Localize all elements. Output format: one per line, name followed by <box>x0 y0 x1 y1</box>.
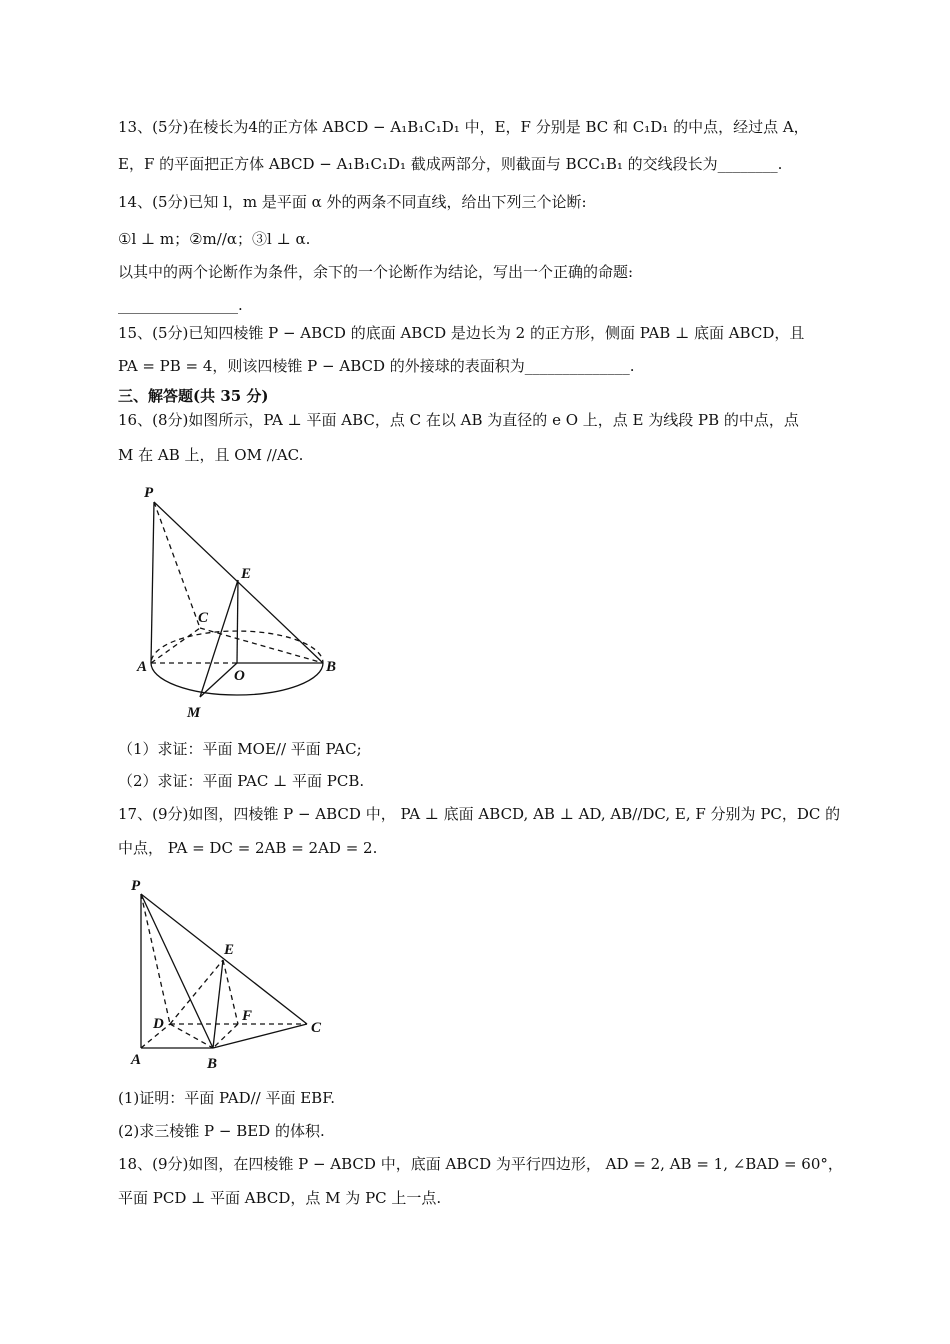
problem-14-line-1: 14、(5分)已知 l，m 是平面 α 外的两条不同直线，给出下列三个论断: <box>118 193 587 211</box>
problem-16-line-2: M 在 AB 上，且 OM //AC. <box>118 446 304 464</box>
problem-14-line-2: ①l ⊥ m；②m//α；③l ⊥ α. <box>118 230 311 248</box>
edge-db <box>170 1024 213 1048</box>
problem-17-part-2: (2)求三棱锥 P − BED 的体积. <box>118 1122 325 1140</box>
edge-pa <box>151 502 154 663</box>
label-c: C <box>311 1020 322 1036</box>
figure-16 <box>130 480 360 725</box>
problem-15-line-2: PA = PB = 4，则该四棱锥 P − ABCD 的外接球的表面积为______________. <box>118 357 635 375</box>
label-a: A <box>131 1052 142 1068</box>
edge-pc <box>141 894 307 1024</box>
figure-17 <box>125 872 335 1072</box>
label-m: M <box>187 705 201 721</box>
edge-pc <box>154 502 200 628</box>
problem-17-line-1: 17、(9分)如图，四棱锥 P − ABCD 中， PA ⊥ 底面 ABCD, AB ⊥ AD, AB//DC, E, F 分别为 PC，DC 的 <box>118 805 841 823</box>
label-a: A <box>137 659 148 675</box>
problem-17-part-1: (1)证明：平面 PAD// 平面 EBF. <box>118 1089 336 1107</box>
edge-ac <box>151 628 200 663</box>
label-d: D <box>153 1016 164 1032</box>
section-heading: 三、解答题(共 35 分) <box>118 387 269 405</box>
problem-15-line-1: 15、(5分)已知四棱锥 P − ABCD 的底面 ABCD 是边长为 2 的正方形，侧面 PAB ⊥ 底面 ABCD，且 <box>118 324 805 342</box>
edge-eo <box>237 580 238 663</box>
label-b: B <box>207 1056 218 1072</box>
problem-16-part-2: （2）求证：平面 PAC ⊥ 平面 PCB. <box>118 772 365 790</box>
label-e: E <box>241 566 252 582</box>
problem-17-line-2: 中点， PA = DC = 2AB = 2AD = 2. <box>118 839 378 857</box>
label-p: P <box>131 878 141 894</box>
problem-18-line-1: 18、(9分)如图，在四棱锥 P − ABCD 中，底面 ABCD 为平行四边形， AD = 2, AB = 1, ∠BAD = 60°， <box>118 1155 843 1173</box>
problem-14-blank: ________________. <box>118 296 243 314</box>
label-b: B <box>326 659 337 675</box>
edge-bc <box>213 1024 307 1048</box>
problem-13-line-1: 13、(5分)在棱长为4的正方体 ABCD − A₁B₁C₁D₁ 中，E，F 分别是 BC 和 C₁D₁ 的中点，经过点 A， <box>118 118 809 136</box>
edge-de <box>170 960 223 1024</box>
label-c: C <box>198 610 209 626</box>
edge-ef <box>223 960 238 1024</box>
edge-eb <box>213 960 223 1048</box>
label-p: P <box>144 485 154 501</box>
problem-13-line-2: E，F 的平面把正方体 ABCD − A₁B₁C₁D₁ 截成两部分，则截面与 BCC₁B₁ 的交线段长为________. <box>118 155 783 173</box>
problem-16-part-1: （1）求证：平面 MOE// 平面 PAC; <box>118 740 362 758</box>
problem-18-line-2: 平面 PCD ⊥ 平面 ABCD，点 M 为 PC 上一点. <box>118 1189 442 1207</box>
problem-16-line-1: 16、(8分)如图所示，PA ⊥ 平面 ABC，点 C 在以 AB 为直径的 e O 上，点 E 为线段 PB 的中点，点 <box>118 411 799 429</box>
edge-pb <box>141 894 213 1048</box>
label-f: F <box>242 1008 253 1024</box>
label-e: E <box>224 942 235 958</box>
label-o: O <box>234 668 245 684</box>
problem-14-line-3: 以其中的两个论断作为条件，余下的一个论断作为结论，写出一个正确的命题: <box>118 263 634 281</box>
